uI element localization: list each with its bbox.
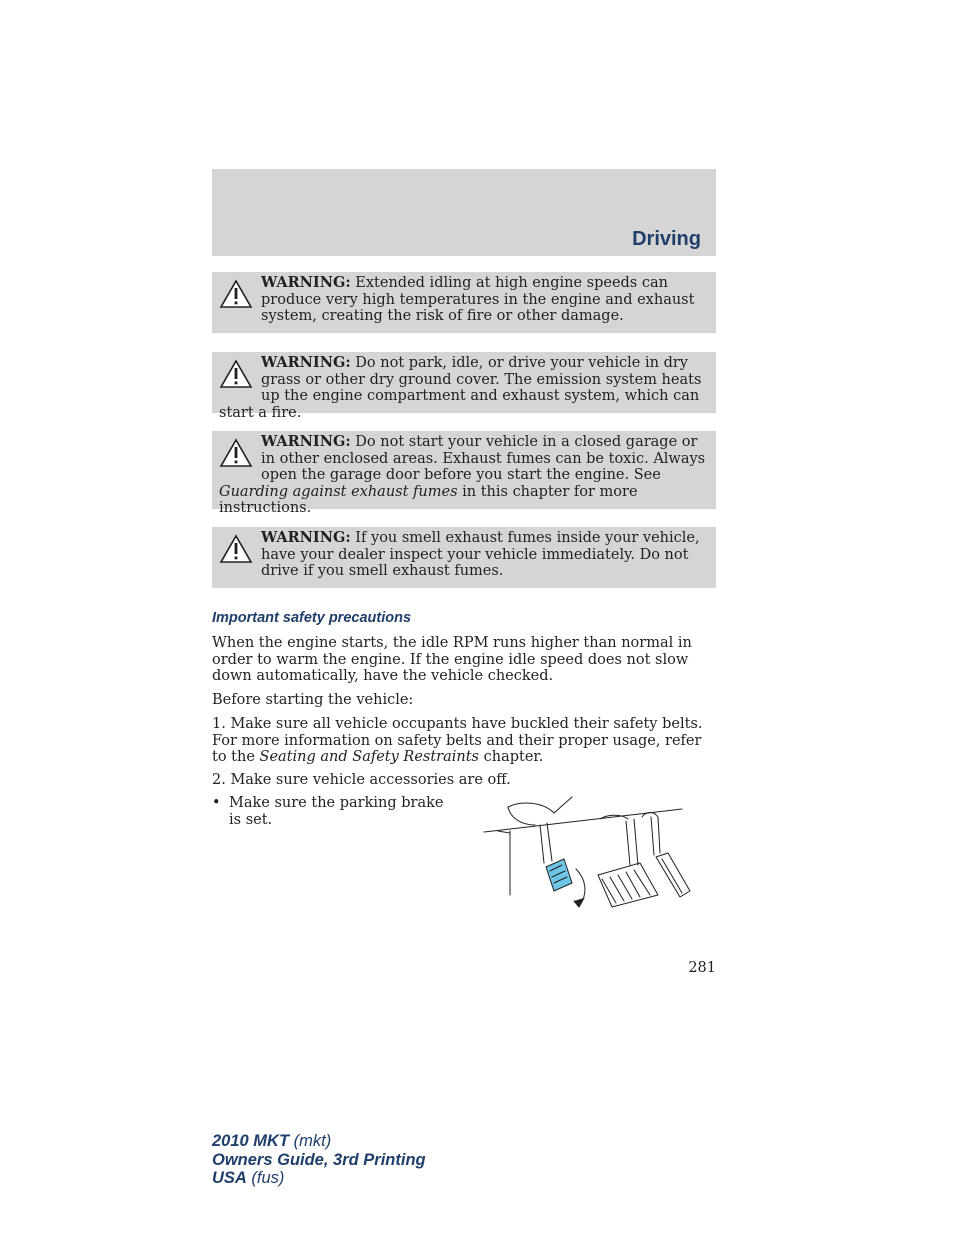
footer-market: USA [212,1169,247,1187]
bullet-dot: • [212,795,221,811]
footer-printing: Owners Guide, 3rd Printing [212,1150,426,1169]
bullet-text: Make sure the parking brake is set. [229,795,444,828]
warning-box-3 [212,431,716,516]
paragraph-idle-rpm: When the engine starts, the idle RPM runs higher than normal in order to warm the engine. If the engine idle speed does not slow down automatically, have the vehicle checked. [212,635,692,684]
footer-line-2 [212,1151,426,1170]
chapter-title: Driving [632,228,701,250]
warning-text: If you smell exhaust fumes inside your vehicle, have your dealer inspect your vehicle immediately. Do not drive if you smell exhaust fumes. [261,530,700,579]
cross-reference: Guarding against exhaust fumes [219,483,458,500]
warning-box-4 [212,527,716,588]
warning-label: WARNING: [261,274,351,291]
warning-label: WARNING: [261,529,351,546]
footer-market-code: (fus) [246,1169,285,1187]
cross-reference: Seating and Safety Restraints [259,749,479,765]
page-number: 281 [688,960,716,976]
warning-label: WARNING: [261,354,351,371]
parking-brake-pedal-illustration [480,795,695,915]
warning-box-1 [212,272,716,333]
warning-triangle-icon [219,359,253,389]
footer-line-1 [212,1132,426,1151]
footer-edition [212,1132,426,1188]
chapter-header [212,169,716,256]
section-heading: Important safety precautions [212,610,412,626]
footer-model-code: (mkt) [289,1132,332,1150]
step-2: 2. Make sure vehicle accessories are off. [212,772,511,788]
warning-text: Extended idling at high engine speeds can produce very high temperatures in the engine and exhaust system, creating the risk of fire or other damage. [261,275,695,324]
warning-triangle-icon [219,279,253,309]
paragraph-before-starting: Before starting the vehicle: [212,692,414,708]
footer-model: 2010 MKT [212,1132,290,1150]
warning-box-2 [212,352,716,421]
bullet-item [212,795,452,828]
warning-text: Do not start your vehicle in a closed garage or in other enclosed areas. Exhaust fumes can be toxic. Always open the garage door before you start the engine. See [261,434,706,483]
warning-triangle-icon [219,438,253,468]
warning-label: WARNING: [261,433,351,450]
step-1 [212,716,712,766]
warning-text: Do not park, idle, or drive your vehicle in dry grass or other dry ground cover. The emission system heats up the engine compartment and exhaust system, which can start a fire. [219,355,702,421]
warning-text: in this chapter for more instructions. [219,483,638,516]
warning-triangle-icon [219,534,253,564]
footer-line-3 [212,1169,426,1188]
step-1-text: 1. Make sure all vehicle occupants have buckled their safety belts. For more information on safety belts and their proper usage, refer to the [212,716,703,765]
step-1-text-end: chapter. [479,749,544,765]
